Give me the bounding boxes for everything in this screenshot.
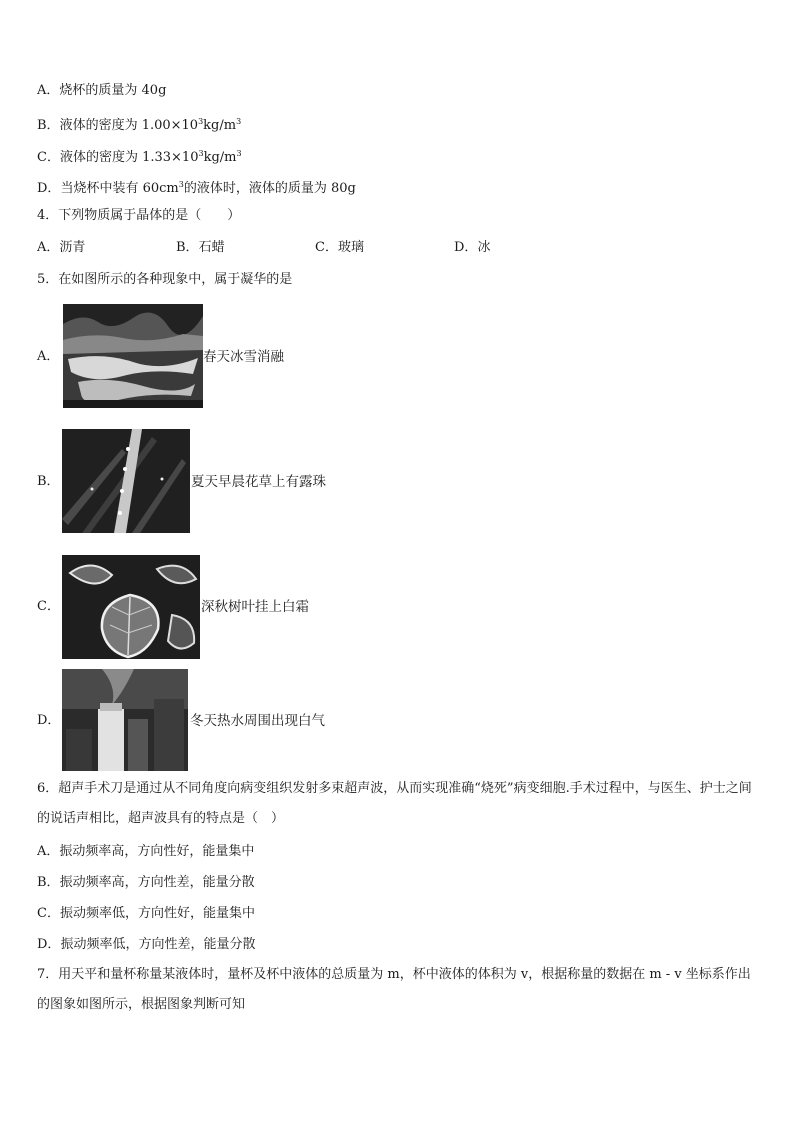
q4-option-a <box>37 239 85 257</box>
dewdrops-photo <box>62 429 190 533</box>
superscript: 3 <box>198 117 204 126</box>
q4-option-c <box>315 239 364 257</box>
q6-option-c <box>37 905 255 923</box>
q7-stem: 7．用天平和量杯称量某液体时，量杯及杯中液体的总质量为 m，杯中液体的体积为 v，根据称量的数据在 m - v 坐标系作出的图象如图所示，根据图象判断可知 <box>37 967 751 1012</box>
option-text: kg/m <box>203 150 237 165</box>
q6-option-b <box>37 874 255 892</box>
option-text: 冰 <box>477 240 491 255</box>
superscript: 3 <box>178 180 184 189</box>
option-text: 玻璃 <box>337 240 364 255</box>
q5-option-a-label: A． <box>37 349 60 364</box>
q5-option-b-label: B． <box>37 474 60 489</box>
option-label: D． <box>37 937 61 952</box>
option-text: 液体的密度为 1.00×10 <box>59 118 199 133</box>
q3-option-a <box>37 82 166 100</box>
q5-stem: 5．在如图所示的各种现象中，属于凝华的是 <box>37 272 293 287</box>
melting-snow-photo <box>63 304 203 408</box>
superscript: 3 <box>236 149 242 158</box>
option-label: C． <box>37 150 60 165</box>
option-label: B． <box>176 240 199 255</box>
q4-option-b <box>176 239 225 257</box>
q4-option-d <box>454 239 490 257</box>
q3-option-d <box>37 176 356 198</box>
steam-thermos-photo <box>62 669 188 771</box>
q6-stem: 6．超声手术刀是通过从不同角度向病变组织发射多束超声波，从而实现准确“烧死”病变细胞.手术过程中，与医生、护士之间的说话声相比，超声波具有的特点是（ ） <box>37 781 752 826</box>
option-text: 当烧杯中装有 60cm <box>60 181 179 196</box>
q5-option-d-label: D． <box>37 713 61 728</box>
superscript: 3 <box>236 117 242 126</box>
option-text: 烧杯的质量为 40g <box>59 83 167 98</box>
option-text: 的液体时，液体的质量为 80g <box>183 181 356 196</box>
q5-option-c-caption: 深秋树叶挂上白霜 <box>201 599 309 615</box>
q5-option-c-label: C． <box>37 599 60 614</box>
q3-option-b <box>37 113 241 135</box>
frost-leaves-photo <box>62 555 200 659</box>
option-text: kg/m <box>203 118 237 133</box>
option-text: 液体的密度为 1.33×10 <box>59 150 199 165</box>
option-label: A． <box>37 240 60 255</box>
q5-option-a-caption: 春天冰雪消融 <box>203 349 284 365</box>
q6-option-d <box>37 936 255 954</box>
option-text: 振动频率低，方向性好，能量集中 <box>59 906 255 921</box>
option-label: C． <box>37 906 60 921</box>
q3-option-c <box>37 145 242 167</box>
option-label: B． <box>37 875 60 890</box>
option-label: D． <box>454 240 478 255</box>
q4-stem: 4．下列物质属于晶体的是（ ） <box>37 208 241 223</box>
option-label: B． <box>37 118 60 133</box>
option-text: 振动频率低，方向性差，能量分散 <box>60 937 256 952</box>
option-text: 振动频率高，方向性差，能量分散 <box>59 875 255 890</box>
option-label: A． <box>37 83 60 98</box>
option-text: 沥青 <box>59 240 86 255</box>
superscript: 3 <box>198 149 204 158</box>
q6-option-a <box>37 843 254 861</box>
option-label: C． <box>315 240 338 255</box>
option-text: 石蜡 <box>198 240 225 255</box>
option-label: D． <box>37 181 61 196</box>
option-label: A． <box>37 844 60 859</box>
q5-option-b-caption: 夏天早晨花草上有露珠 <box>191 474 326 490</box>
q5-option-d-caption: 冬天热水周围出现白气 <box>190 713 325 729</box>
option-text: 振动频率高，方向性好，能量集中 <box>59 844 255 859</box>
